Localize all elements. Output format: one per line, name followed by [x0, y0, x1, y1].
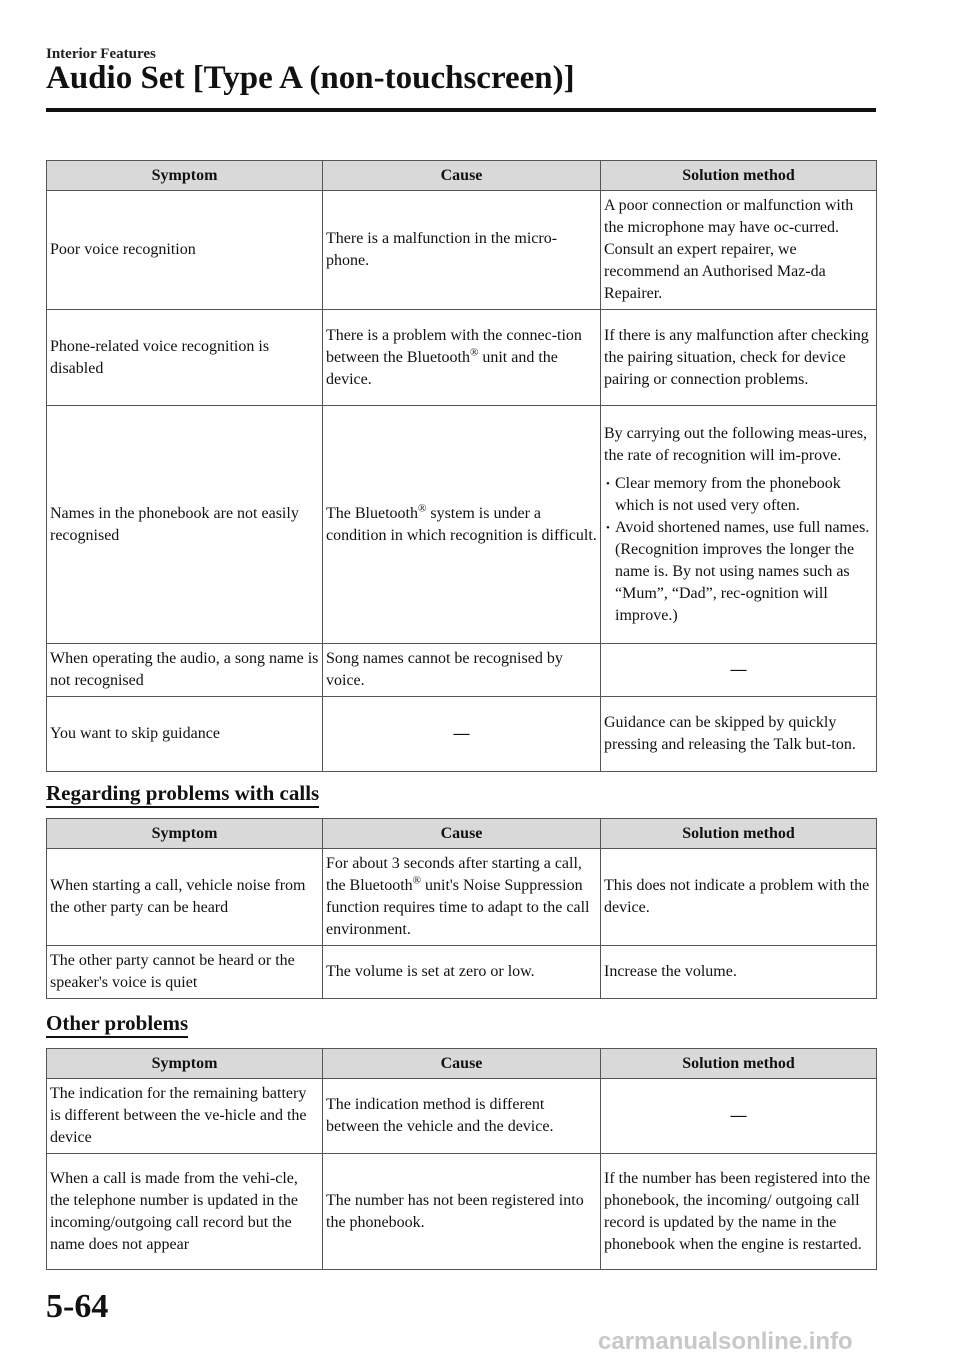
table-header-row — [47, 819, 877, 849]
table-row — [47, 406, 877, 644]
symptom-cell: Poor voice recognition — [47, 191, 323, 310]
cause-text-end: unit and the device. — [326, 348, 558, 388]
table-row — [47, 849, 877, 946]
column-header-solution: Solution method — [601, 161, 877, 191]
column-header-cause: Cause — [323, 1049, 601, 1079]
symptom-cell: When a call is made from the vehi-cle, the telephone number is updated in the incoming/outgoing call record but the name does not appear — [47, 1154, 323, 1270]
table-header-row — [47, 1049, 877, 1079]
not-applicable-dash: ― — [730, 661, 747, 678]
table-row — [47, 310, 877, 406]
header-divider — [46, 108, 876, 112]
cause-cell — [323, 849, 601, 946]
cause-text-end: system is under a condition in which recognition is difficult. — [326, 504, 597, 544]
solution-cell: If the number has been registered into the phonebook, the incoming/ outgoing call record is updated by the name in the phonebook when the engine is restarted. — [601, 1154, 877, 1270]
column-header-symptom: Symptom — [47, 819, 323, 849]
solution-cell: A poor connection or malfunction with the microphone may have oc-curred. Consult an expert repairer, we recommend an Authorised Maz-da Repairer. — [601, 191, 877, 310]
solution-cell — [601, 1079, 877, 1154]
solution-cell: Increase the volume. — [601, 946, 877, 999]
section-label: Interior Features — [46, 46, 156, 62]
column-header-cause: Cause — [323, 161, 601, 191]
cause-cell: The volume is set at zero or low. — [323, 946, 601, 999]
cause-cell: The number has not been registered into the phonebook. — [323, 1154, 601, 1270]
column-header-solution: Solution method — [601, 819, 877, 849]
symptom-cell: Phone-related voice recognition is disabled — [47, 310, 323, 406]
column-header-solution: Solution method — [601, 1049, 877, 1079]
bullet-icon: • — [606, 477, 610, 490]
table-row — [47, 644, 877, 697]
registered-mark: ® — [417, 502, 427, 515]
voice-recognition-table — [46, 160, 877, 772]
cause-text: The Bluetooth — [326, 504, 418, 522]
bullet-text: Avoid shortened names, use full names. (Recognition improves the longer the name is. By not using names such as “Mum”, “Dad”, rec-ognition will improve.) — [615, 518, 870, 624]
solution-bullet-list — [604, 473, 873, 627]
cause-cell — [323, 697, 601, 772]
cause-text-end: unit's Noise Suppression function requires time to adapt to the call environment. — [326, 877, 590, 938]
table-row — [47, 697, 877, 772]
section-heading-other: Other problems — [46, 1011, 188, 1038]
solution-cell — [601, 406, 877, 644]
call-problems-table — [46, 818, 877, 999]
column-header-symptom: Symptom — [47, 1049, 323, 1079]
bullet-item — [604, 473, 873, 517]
registered-mark: ® — [469, 346, 479, 359]
bullet-text: Clear memory from the phonebook which is not used very often. — [615, 474, 841, 514]
column-header-symptom: Symptom — [47, 161, 323, 191]
table-row — [47, 191, 877, 310]
symptom-cell: The indication for the remaining battery is different between the ve-hicle and the device — [47, 1079, 323, 1154]
cause-text: There is a problem with the connec-tion between the Bluetooth — [326, 326, 582, 366]
symptom-cell: The other party cannot be heard or the speaker's voice is quiet — [47, 946, 323, 999]
table-row — [47, 1079, 877, 1154]
solution-intro: By carrying out the following meas-ures, the rate of recognition will im-prove. — [604, 424, 868, 464]
other-problems-table — [46, 1048, 877, 1270]
bullet-item — [604, 517, 873, 627]
symptom-cell: When starting a call, vehicle noise from the other party can be heard — [47, 849, 323, 946]
solution-cell: Guidance can be skipped by quickly pressing and releasing the Talk but-ton. — [601, 697, 877, 772]
cause-cell — [323, 310, 601, 406]
section-heading-calls: Regarding problems with calls — [46, 781, 319, 808]
cause-cell: Song names cannot be recognised by voice. — [323, 644, 601, 697]
cause-cell: There is a malfunction in the micro-phone. — [323, 191, 601, 310]
symptom-cell: Names in the phonebook are not easily recognised — [47, 406, 323, 644]
table-row — [47, 946, 877, 999]
cause-cell: The indication method is different between the vehicle and the device. — [323, 1079, 601, 1154]
not-applicable-dash: ― — [730, 1107, 747, 1124]
solution-cell: If there is any malfunction after checking the pairing situation, check for device pairing or connection problems. — [601, 310, 877, 406]
page-number: 5-64 — [46, 1288, 109, 1325]
page-title: Audio Set [Type A (non-touchscreen)] — [46, 60, 575, 96]
table-header-row — [47, 161, 877, 191]
not-applicable-dash: ― — [453, 725, 470, 742]
solution-cell: This does not indicate a problem with the device. — [601, 849, 877, 946]
bullet-icon: • — [606, 521, 610, 534]
solution-cell — [601, 644, 877, 697]
registered-mark: ® — [412, 874, 422, 887]
symptom-cell: When operating the audio, a song name is not recognised — [47, 644, 323, 697]
column-header-cause: Cause — [323, 819, 601, 849]
table-row — [47, 1154, 877, 1270]
cause-cell — [323, 406, 601, 644]
symptom-cell: You want to skip guidance — [47, 697, 323, 772]
cause-text: For about 3 seconds after starting a call, the Bluetooth — [326, 855, 582, 894]
watermark: carmanualsonline.info — [598, 1328, 853, 1355]
